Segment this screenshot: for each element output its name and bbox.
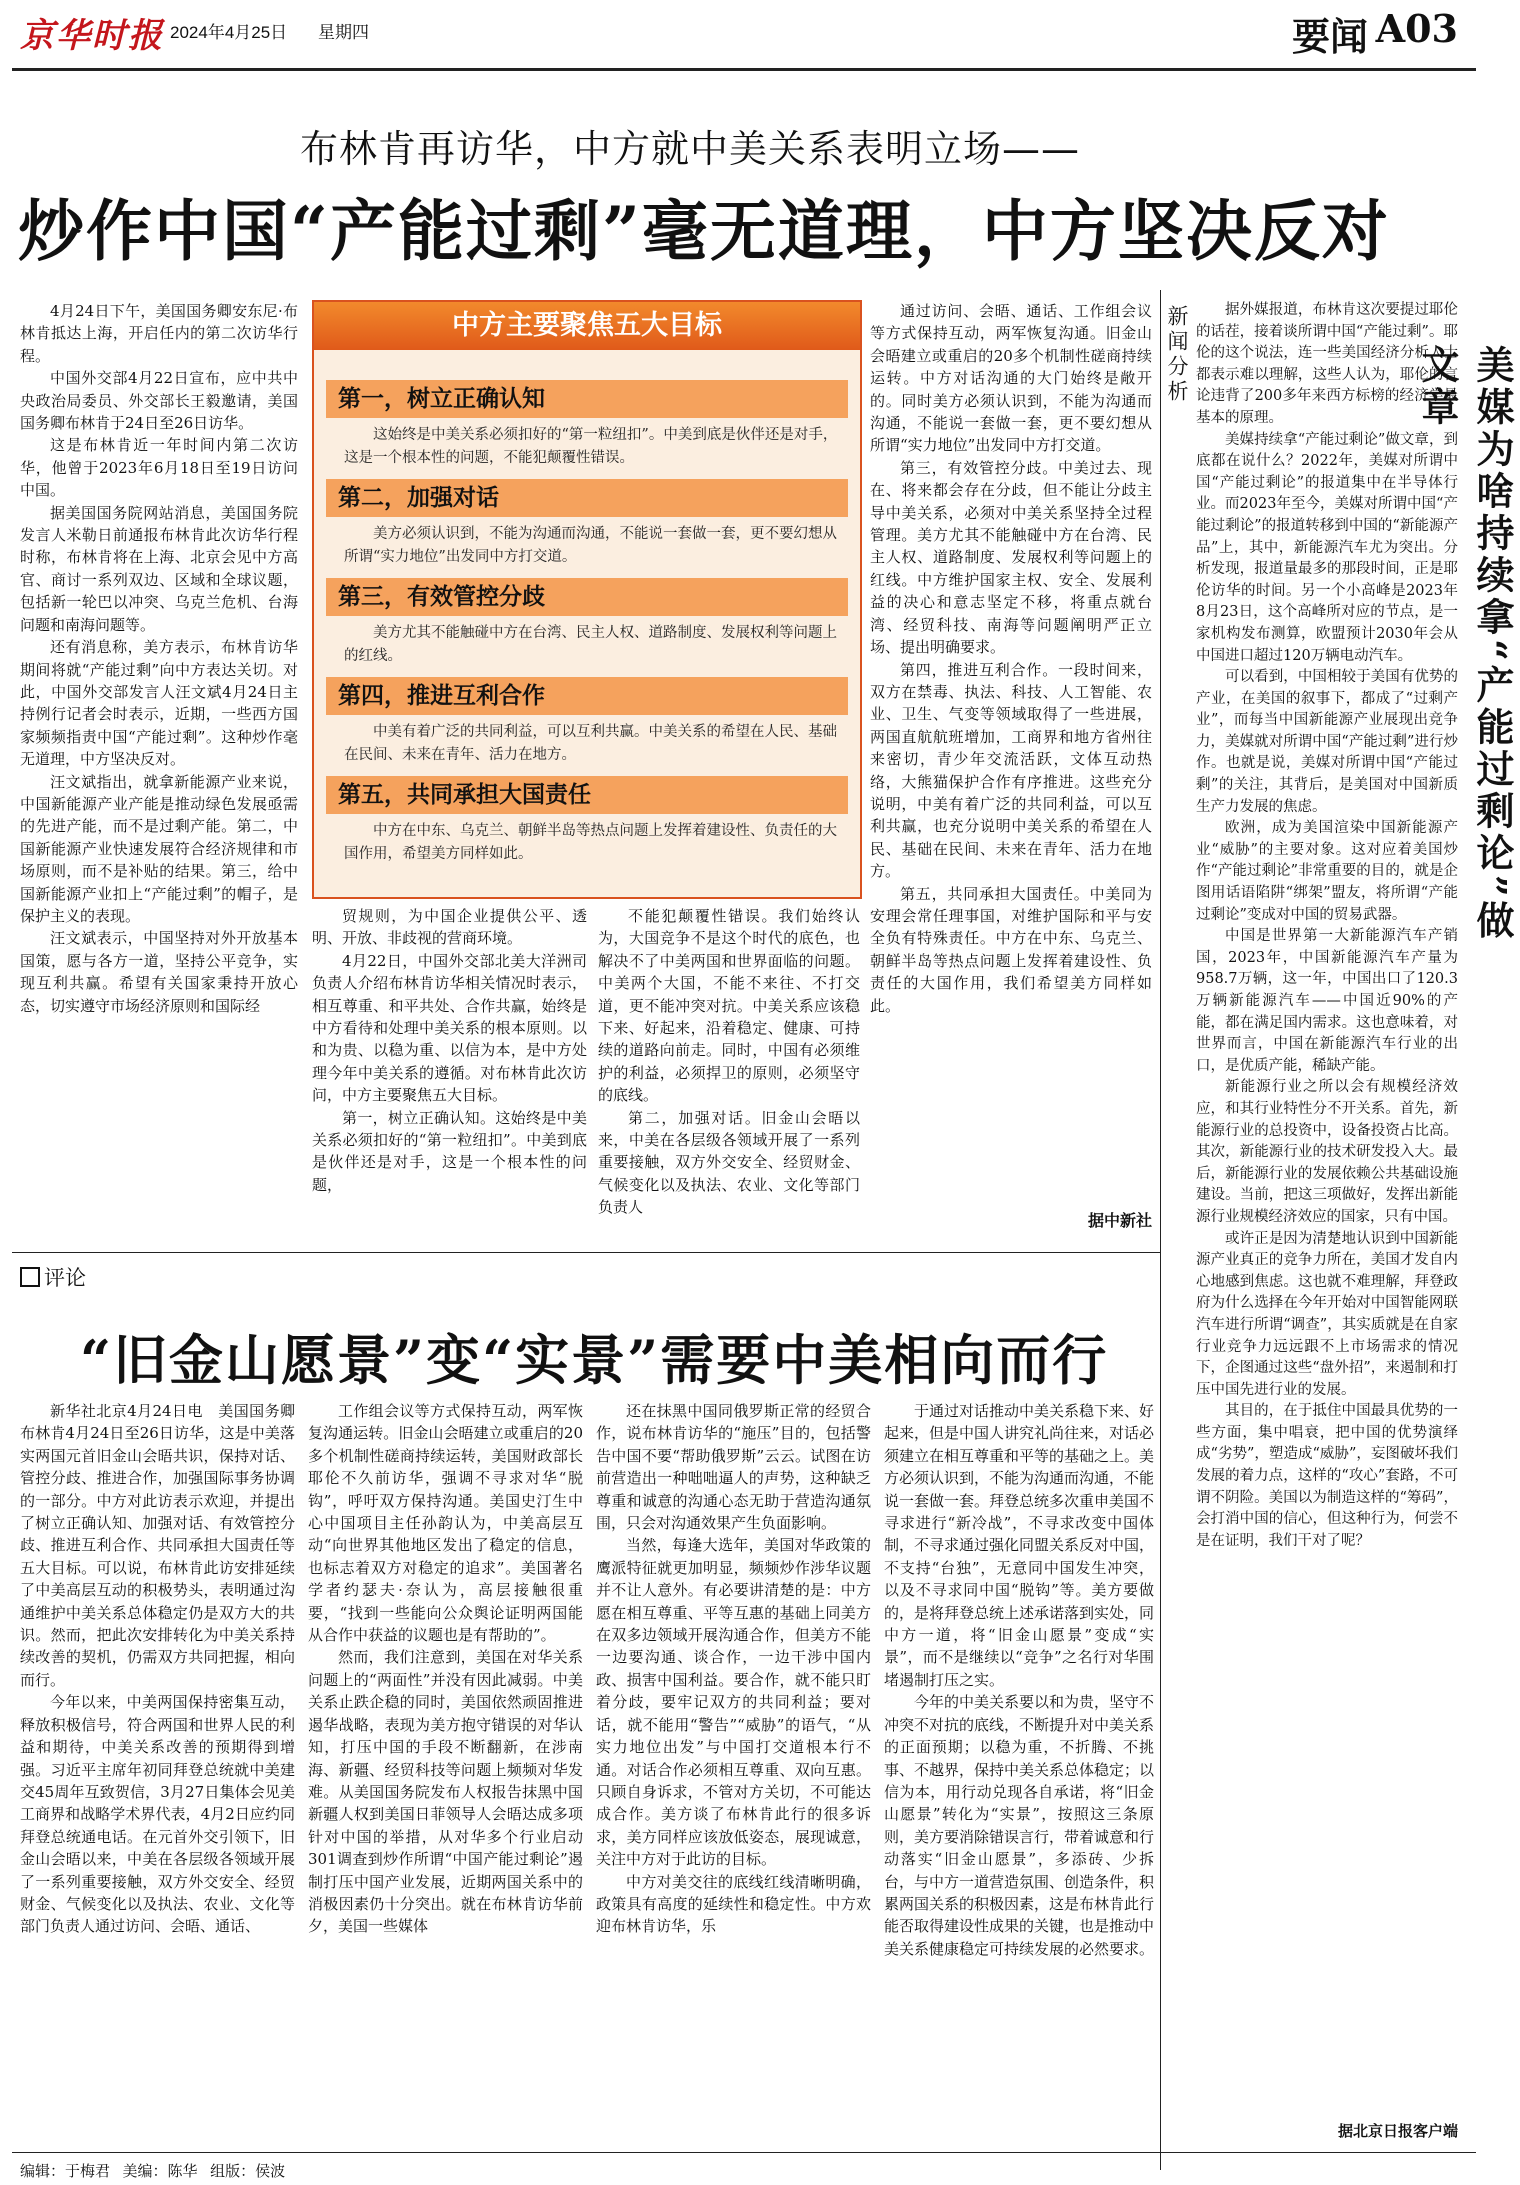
paragraph: 还在抹黑中国同俄罗斯正常的经贸合作，说布林肯访华的“施压”目的，包括警告中国不要“帮助俄罗斯”云云。试图在访前营造出一种咄咄逼人的声势，这种缺乏尊重和诚意的沟通心态无助于营造沟通氛围，只会对沟通效果产生负面影响。: [596, 1402, 871, 1533]
header-rule: [12, 68, 1476, 71]
goal-heading-1: 第一，树立正确认知: [326, 380, 848, 418]
goal-heading-3: 第三，有效管控分歧: [326, 578, 848, 616]
paragraph: 汪文斌指出，就拿新能源产业来说，中国新能源产业产能是推动绿色发展亟需的先进产能，而不是过剩产能。第二，中国新能源产业快速发展符合经济规律和市场原则，而不是补贴的结果。第三，给中国新能源产业扣上“产能过剩”的帽子，是保护主义的表现。: [20, 772, 298, 925]
paragraph: 今年以来，中美两国保持密集互动，释放积极信号，符合两国和世界人民的利益和期待，中美关系改善的预期得到增强。习近平主席年初同拜登总统就中美建交45周年互致贺信，3月27日集体会见美工商界和战略学术界代表，4月2日应约同拜登总统通电话。在元首外交引领下，旧金山会晤以来，中美在各层级各领域开展了一系列重要接触，双方外交安全、经贸财金、气候变化以及执法、农业、文化等部门负责人通过访问、会晤、通话、: [20, 1693, 295, 1936]
paragraph: 新能源行业之所以会有规模经济效应，和其行业特性分不开关系。首先，新能源行业的总投资中，设备投资占比高。其次，新能源行业的技术研发投入大。最后，新能源行业的发展依赖公共基础设施建设。当前，把这三项做好，发挥出新能源行业规模经济效应的国家，只有中国。: [1196, 1079, 1458, 1225]
newspaper-logo: 京华时报: [20, 16, 164, 56]
issue-date: 2024年4月25日: [170, 23, 288, 42]
paragraph: 通过访问、会晤、通话、工作组会议等方式保持互动，两军恢复沟通。旧金山会晤建立或重启的20多个机制性磋商持续运转。中方对话沟通的大门始终是敞开的。同时美方必须认识到，不能为沟通而沟通，不能说一套做一套，更不要幻想从所谓“实力地位”出发同中方打交道。: [870, 302, 1152, 455]
comment-column-4: [884, 1400, 1154, 2140]
analysis-column: [1196, 300, 1458, 2115]
paragraph: 第三，有效管控分歧。中美过去、现在、将来都会存在分歧，但不能让分歧主导中美关系，必须对中美关系坚持全过程管理。美方尤其不能触碰中方在台湾、民主人权、道路制度、发展权利等问题上的红线。中方维护国家主权、安全、发展利益的决心和意志坚定不移，将重点就台湾、经贸科技、南海等问题阐明严正立场、提出明确要求。: [870, 458, 1152, 657]
issue-weekday: 星期四: [318, 23, 369, 42]
lead-column-2: [312, 905, 587, 1238]
goals-box-title: 中方主要聚焦五大目标: [314, 302, 860, 350]
lead-kicker: 布林肯再访华，中方就中美关系表明立场——: [300, 127, 1081, 171]
paragraph: 然而，我们注意到，美国在对华关系问题上的“两面性”并没有因此减弱。中美关系止跌企稳的同时，美国依然顽固推进遏华战略，表现为美方抱守错误的对华认知，打压中国的手段不断翻新，在涉南海、新疆、经贸科技等问题上频频对华发难。从美国国务院发布人权报告抹黑中国新疆人权到美国日菲领导人会晤达成多项针对中国的举措，从对华多个行业启动301调查到炒作所谓“中国产能过剩论”遏制打压中国产业发展，近期两国关系中的消极因素仍十分突出。就在布林肯访华前夕，美国一些媒体: [308, 1648, 583, 1936]
analysis-source: 据北京日报客户端: [1337, 2122, 1458, 2140]
tag-box-icon: [20, 1267, 40, 1287]
lead-column-1: [20, 300, 298, 1238]
paragraph: 可以看到，中国相较于美国有优势的产业，在美国的叙事下，都成了“过剩产业”，而每当中国新能源产业展现出竞争力，美媒就对所谓中国“产能过剩”进行炒作。也就是说，美媒对所谓中国“产能过剩”的关注，其背后，是美国对中国新质生产力发展的焦虑。: [1196, 669, 1458, 815]
comment-column-2: [308, 1400, 583, 2140]
paragraph: 贸规则，为中国企业提供公平、透明、开放、非歧视的营商环境。: [312, 907, 587, 948]
analysis-headline: 美媒为啥持续拿“产能过剩论”做文章: [1415, 345, 1515, 943]
paragraph: 中国是世界第一大新能源汽车产销国，2023年，中国新能源汽车产量为958.7万辆，这一年，中国出口了120.3万辆新能源汽车——中国近90%的产能，都在满足国内需求。这也意味着，对世界而言，中国在新能源汽车行业的出口，是优质产能，稀缺产能。: [1196, 928, 1458, 1074]
paragraph: 美媒持续拿“产能过剩论”做文章，到底都在说什么？2022年，美媒对所谓中国“产能过剩论”的报道集中在半导体行业。而2023年至今，美媒对所谓中国“产能过剩论”的报道转移到中国的“新能源产品”上，其中，新能源汽车尤为突出。分析发现，报道量最多的那段时间，正是耶伦访华的时间。另一个小高峰是2023年8月23日，这个高峰所对应的节点，是一家机构发布测算，欧盟预计2030年会从中国进口超过120万辆电动汽车。: [1196, 431, 1458, 664]
section-name: 要闻: [1291, 14, 1368, 59]
goal-text-5: 中方在中东、乌克兰、朝鲜半岛等热点问题上发挥着建设性、负责任的大国作用，希望美方同样如此。: [344, 823, 837, 862]
lead-source: 据中新社: [1087, 1211, 1152, 1230]
goal-heading-2: 第二，加强对话: [326, 479, 848, 517]
paragraph: 中方对美交往的底线红线清晰明确，政策具有高度的延续性和稳定性。中方欢迎布林肯访华，乐: [596, 1872, 871, 1936]
footer-editor: 编辑：于梅君: [20, 2163, 111, 2180]
paragraph: 工作组会议等方式保持互动，两军恢复沟通运转。旧金山会晤建立或重启的20多个机制性磋商持续运转，美国财政部长耶伦不久前访华，强调不寻求对华“脱钩”，呼吁双方保持沟通。美国史汀生中心中国项目主任孙韵认为，中美高层互动“向世界其他地区发出了稳定的信息，也标志着双方对稳定的追求”。美国著名学者约瑟夫·奈认为，高层接触很重要，“找到一些能向公众舆论证明两国能从合作中获益的议题也是有帮助的”。: [308, 1402, 583, 1645]
paragraph: 中国外交部4月22日宣布，应中共中央政治局委员、外交部长王毅邀请，美国国务卿布林肯于24日至26日访华。: [20, 369, 298, 433]
goal-text-3: 美方尤其不能触碰中方在台湾、民主人权、道路制度、发展权利等问题上的红线。: [344, 625, 837, 664]
paragraph: 不能犯颠覆性错误。我们始终认为，大国竞争不是这个时代的底色，也解决不了中美两国和世界面临的问题。中美两个大国，不能不来往、不打交道，更不能冲突对抗。中美关系应该稳下来、好起来，沿着稳定、健康、可持续的道路向前走。同时，中国有必须维护的利益，必须捍卫的原则，必须坚守的底线。: [598, 907, 860, 1105]
footer-rule: [12, 2152, 1476, 2153]
comment-tag-label: 评论: [44, 1266, 86, 1290]
footer-art: 美编：陈华: [122, 2163, 198, 2180]
lead-column-4: [870, 300, 1152, 1210]
paragraph: 第四，推进互利合作。一段时间来，双方在禁毒、执法、科技、人工智能、农业、卫生、气变等领域取得了一些进展，两国直航航班增加，工商界和地方省州往来密切，青少年交流活跃，文体互动热络，大熊猫保护合作有序推进。这些充分说明，中美有着广泛的共同利益，可以互利共赢，也充分说明中美关系的希望在人民、基础在民间、未来在青年、活力在地方。: [870, 660, 1152, 881]
lead-headline: 炒作中国“产能过剩”毫无道理，中方坚决反对: [18, 192, 1390, 270]
goal-heading-5: 第五，共同承担大国责任: [326, 776, 848, 814]
lead-column-3: [598, 905, 860, 1238]
goal-text-4: 中美有着广泛的共同利益，可以互利共赢。中美关系的希望在人民、基础在民间、未来在青年、活力在地方。: [344, 724, 837, 763]
paragraph: 4月22日，中国外交部北美大洋洲司负责人介绍布林肯访华相关情况时表示，相互尊重、和平共处、合作共赢，始终是中方看待和处理中美关系的根本原则。以和为贵、以稳为重、以信为本，是中方处理今年中美关系的遵循。对布林肯此次访问，中方主要聚焦五大目标。: [312, 951, 587, 1105]
column-divider: [1160, 290, 1161, 2170]
goal-text-2: 美方必须认识到，不能为沟通而沟通，不能说一套做一套，更不要幻想从所谓“实力地位”出发同中方打交道。: [344, 526, 837, 565]
paragraph: 今年的中美关系要以和为贵，坚守不冲突不对抗的底线，不断提升对中美关系的正面预期；以稳为重，不折腾、不挑事、不越界，保持中美关系总体稳定；以信为本，用行动兑现各自承诺，将“旧金山愿景”转化为“实景”，按照这三条原则，美方要消除错误言行，带着诚意和行动落实“旧金山愿景”，多添砖、少拆台，与中方一道营造氛围、创造条件，积累两国关系的积极因素，这是布林肯此行能否取得建设性成果的关键，也是推动中美关系健康稳定可持续发展的必然要求。: [884, 1693, 1155, 1958]
paragraph: 其目的，在于抵住中国最具优势的一些方面，集中唱衰，把中国的优势演绎成“劣势”，塑造成“威胁”，妄图破坏我们发展的着力点，这样的“攻心”套路，不可谓不阴险。美国以为制造这样的“筹码”，会打消中国的信心，但这种行为，何尝不是在证明，我们干对了呢？: [1196, 1403, 1458, 1549]
comment-column-1: [20, 1400, 295, 2140]
paragraph: 第二，加强对话。旧金山会晤以来，中美在各层级各领域开展了一系列重要接触，双方外交安全、经贸财金、气候变化以及执法、农业、文化等部门负责人: [598, 1108, 860, 1217]
section-divider: [12, 1252, 1160, 1253]
paragraph: 据美国国务院网站消息，美国国务院发言人米勒日前通报布林肯此次访华行程时称，布林肯将在上海、北京会见中方高官、商讨一系列双边、区域和全球议题，包括新一轮巴以冲突、乌克兰危机、台海问题和南海问题等。: [20, 503, 298, 634]
goals-box: [312, 300, 862, 899]
goal-text-1: 这始终是中美关系必须扣好的“第一粒纽扣”。中美到底是伙伴还是对手，这是一个根本性的问题，不能犯颠覆性错误。: [344, 427, 838, 466]
paragraph: 据外媒报道，布林肯这次要提过耶伦的话茬，接着谈所谓中国“产能过剩”。耶伦的这个说法，连一些美国经济分析人士都表示难以理解，这些人认为，耶伦的言论违背了200多年来西方标榜的经济学最基本的原理。: [1196, 302, 1458, 426]
comment-headline: “旧金山愿景”变“实景”需要中美相向而行: [80, 1328, 1109, 1392]
paragraph: 第五，共同承担大国责任。中美同为安理会常任理事国，对维护国际和平与安全负有特殊责任。中方在中东、乌克兰、朝鲜半岛等热点问题上发挥着建设性、负责任的大国作用，我们希望美方同样如此。: [870, 884, 1152, 1015]
comment-column-3: [596, 1400, 871, 2140]
goal-heading-4: 第四，推进互利合作: [326, 677, 848, 715]
analysis-tag: 新闻分析: [1165, 305, 1189, 405]
paragraph: 4月24日下午，美国国务卿安东尼·布林肯抵达上海，开启任内的第二次访华行程。: [20, 302, 298, 365]
paragraph: 还有消息称，美方表示，布林肯访华期间将就“产能过剩”向中方表达关切。对此，中国外交部发言人汪文斌4月24日主持例行记者会时表示，近期，一些西方国家频频指责中国“产能过剩”。这种炒作毫无道理，中方坚决反对。: [20, 638, 298, 769]
paragraph: 或许正是因为清楚地认识到中国新能源产业真正的竞争力所在，美国才发自内心地感到焦虑。这也就不难理解，拜登政府为什么选择在今年开始对中国智能网联汽车进行所谓“调查”，其实质就是在自家行业竞争力远远跟不上市场需求的情况下，企图通过这些“盘外招”，来遏制和打压中国先进行业的发展。: [1196, 1230, 1458, 1398]
paragraph: 新华社北京4月24日电 美国国务卿布林肯4月24日至26日访华，这是中美落实两国元首旧金山会晤共识，保持对话、管控分歧、推进合作，加强国际事务协调的一部分。中方对此访表示欢迎，并提出了树立正确认知、加强对话、有效管控分歧、推进互利合作、共同承担大国责任等五大目标。可以说，布林肯此访安排延续了中美高层互动的积极势头，表明通过沟通维护中美关系总体稳定仍是双方大的共识。然而，把此次安排转化为中美关系持续改善的契机，仍需双方共同把握，相向而行。: [20, 1402, 295, 1689]
page-number: A03: [1375, 6, 1458, 51]
comment-tag: [20, 1262, 86, 1292]
footer-proof: 组版：侯波: [210, 2163, 286, 2180]
paragraph: 汪文斌表示，中国坚持对外开放基本国策，愿与各方一道，坚持公平竞争，实现互利共赢。希望有关国家秉持开放心态，切实遵守市场经济原则和国际经: [20, 929, 298, 1015]
paragraph: 于通过对话推动中美关系稳下来、好起来，但是中国人讲究礼尚往来，对话必须建立在相互尊重和平等的基础之上。美方必须认识到，不能为沟通而沟通，不能说一套做一套。拜登总统多次重申美国不寻求进行“新冷战”，不寻求改变中国体制，不寻求通过强化同盟关系反对中国，不支持“台独”，无意同中国发生冲突，以及不寻求同中国“脱钩”等。美方要做的，是将拜登总统上述承诺落到实处，同中方一道，将“旧金山愿景”变成“实景”，而不是继续以“竞争”之名行对华围堵遏制打压之实。: [884, 1402, 1155, 1689]
footer-credits: [20, 2160, 285, 2181]
paragraph: 欧洲，成为美国渲染中国新能源产业“威胁”的主要对象。这对应着美国炒作“产能过剩论”非常重要的目的，就是企图用话语陷阱“绑架”盟友，将所谓“产能过剩论”变成对中国的贸易武器。: [1196, 820, 1458, 923]
paragraph: 当然，每逢大选年，美国对华政策的鹰派特征就更加明显，频频炒作涉华议题并不让人意外。有必要讲清楚的是：中方愿在相互尊重、平等互惠的基础上同美方在双多边领域开展沟通合作，但美方不能一边要沟通、谈合作，一边干涉中国内政、损害中国利益。要合作，就不能只盯着分歧，要牢记双方的共同利益；要对话，就不能用“警告”“威胁”的语气，“从实力地位出发”与中国打交道根本行不通。对话合作必须相互尊重、双向互惠。只顾自身诉求，不管对方关切，不可能达成合作。美方谈了布林肯此行的很多诉求，美方同样应该放低姿态，展现诚意，关注中方对于此访的目标。: [596, 1536, 871, 1869]
paragraph: 第一，树立正确认知。这始终是中美关系必须扣好的“第一粒纽扣”。中美到底是伙伴还是对手，这是一个根本性的问题，: [312, 1108, 587, 1194]
paragraph: 这是布林肯近一年时间内第二次访华，他曾于2023年6月18日至19日访问中国。: [20, 436, 298, 500]
